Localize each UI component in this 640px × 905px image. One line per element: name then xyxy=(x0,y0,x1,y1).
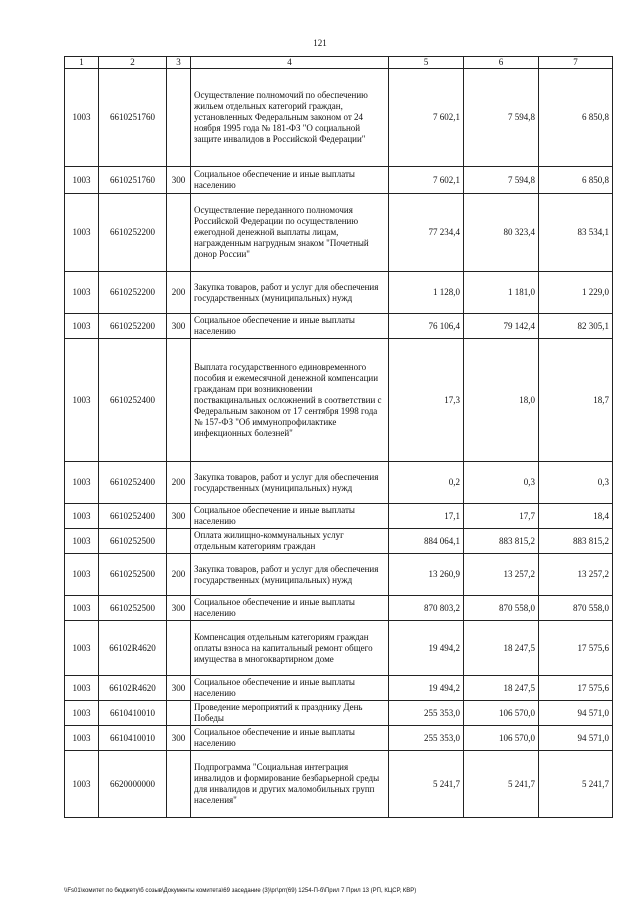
target-code-cell: 6610252400 xyxy=(99,339,167,462)
footer-file-path: \\Fs01\комитет по бюджету\б созыв\Документы комитета\69 заседание (3)\рг\prr(69) 1254-П-б\Прил 7 Прил 13 (РП, КЦСР, КВР) xyxy=(64,888,417,894)
amount-cell: 19 494,2 xyxy=(389,676,464,701)
expense-type-cell xyxy=(167,339,191,462)
amount-cell: 884 064,1 xyxy=(389,529,464,554)
section-code-cell: 1003 xyxy=(65,69,99,167)
expense-type-cell: 300 xyxy=(167,504,191,529)
name-cell: Социальное обеспечение и иные выплаты населению xyxy=(191,314,389,339)
target-code-cell: 6610252200 xyxy=(99,314,167,339)
table-row xyxy=(65,726,613,751)
section-code-cell: 1003 xyxy=(65,621,99,676)
table-row xyxy=(65,462,613,504)
table-row xyxy=(65,596,613,621)
amount-cell: 5 241,7 xyxy=(539,751,613,818)
amount-cell: 7 594,8 xyxy=(464,167,539,194)
amount-cell: 7 594,8 xyxy=(464,69,539,167)
amount-cell: 18 247,5 xyxy=(464,676,539,701)
name-cell: Социальное обеспечение и иные выплаты населению xyxy=(191,676,389,701)
name-cell: Социальное обеспечение и иные выплаты населению xyxy=(191,726,389,751)
table-row xyxy=(65,504,613,529)
table-row xyxy=(65,554,613,596)
expense-type-cell xyxy=(167,529,191,554)
name-cell: Компенсация отдельным категориям граждан оплаты взноса на капитальный ремонт общего имущества в многоквартирном доме xyxy=(191,621,389,676)
amount-cell: 17 575,6 xyxy=(539,621,613,676)
table-row xyxy=(65,751,613,818)
expense-type-cell xyxy=(167,701,191,726)
amount-cell: 870 558,0 xyxy=(539,596,613,621)
target-code-cell: 66102R4620 xyxy=(99,621,167,676)
column-header: 6 xyxy=(464,57,539,69)
table-row xyxy=(65,621,613,676)
target-code-cell: 6610410010 xyxy=(99,701,167,726)
amount-cell: 883 815,2 xyxy=(464,529,539,554)
amount-cell: 5 241,7 xyxy=(464,751,539,818)
table-row xyxy=(65,314,613,339)
section-code-cell: 1003 xyxy=(65,504,99,529)
target-code-cell: 66102R4620 xyxy=(99,676,167,701)
target-code-cell: 6610410010 xyxy=(99,726,167,751)
expense-type-cell: 300 xyxy=(167,726,191,751)
expense-type-cell: 300 xyxy=(167,676,191,701)
amount-cell: 13 260,9 xyxy=(389,554,464,596)
expense-type-cell: 200 xyxy=(167,462,191,504)
target-code-cell: 6610252500 xyxy=(99,529,167,554)
page-number: 121 xyxy=(313,38,327,48)
amount-cell: 13 257,2 xyxy=(464,554,539,596)
target-code-cell: 6620000000 xyxy=(99,751,167,818)
column-header: 4 xyxy=(191,57,389,69)
section-code-cell: 1003 xyxy=(65,751,99,818)
expense-type-cell xyxy=(167,69,191,167)
name-cell: Выплата государственного единовременного пособия и ежемесячной денежной компенсации гражданам при возникновении поствакцинальных осложнений в соответствии с Федеральным законом от 17 сентября 1998 года № 157-ФЗ "Об иммунопрофилактике инфекционных болезней" xyxy=(191,339,389,462)
amount-cell: 883 815,2 xyxy=(539,529,613,554)
name-cell: Закупка товаров, работ и услуг для обеспечения государственных (муниципальных) нужд xyxy=(191,462,389,504)
section-code-cell: 1003 xyxy=(65,676,99,701)
section-code-cell: 1003 xyxy=(65,596,99,621)
table-row xyxy=(65,167,613,194)
target-code-cell: 6610251760 xyxy=(99,69,167,167)
amount-cell: 94 571,0 xyxy=(539,726,613,751)
table-row xyxy=(65,676,613,701)
amount-cell: 5 241,7 xyxy=(389,751,464,818)
amount-cell: 19 494,2 xyxy=(389,621,464,676)
amount-cell: 870 803,2 xyxy=(389,596,464,621)
amount-cell: 13 257,2 xyxy=(539,554,613,596)
target-code-cell: 6610252500 xyxy=(99,596,167,621)
amount-cell: 0,3 xyxy=(539,462,613,504)
amount-cell: 6 850,8 xyxy=(539,69,613,167)
name-cell: Социальное обеспечение и иные выплаты населению xyxy=(191,504,389,529)
expense-type-cell xyxy=(167,751,191,818)
table-row xyxy=(65,194,613,272)
amount-cell: 7 602,1 xyxy=(389,167,464,194)
amount-cell: 255 353,0 xyxy=(389,726,464,751)
amount-cell: 18 247,5 xyxy=(464,621,539,676)
target-code-cell: 6610252500 xyxy=(99,554,167,596)
section-code-cell: 1003 xyxy=(65,314,99,339)
name-cell: Закупка товаров, работ и услуг для обеспечения государственных (муниципальных) нужд xyxy=(191,554,389,596)
name-cell: Социальное обеспечение и иные выплаты населению xyxy=(191,596,389,621)
target-code-cell: 6610252400 xyxy=(99,462,167,504)
amount-cell: 18,7 xyxy=(539,339,613,462)
expense-type-cell xyxy=(167,194,191,272)
amount-cell: 18,0 xyxy=(464,339,539,462)
amount-cell: 80 323,4 xyxy=(464,194,539,272)
expense-type-cell: 300 xyxy=(167,596,191,621)
target-code-cell: 6610251760 xyxy=(99,167,167,194)
amount-cell: 106 570,0 xyxy=(464,726,539,751)
name-cell: Оплата жилищно-коммунальных услуг отдельным категориям граждан xyxy=(191,529,389,554)
section-code-cell: 1003 xyxy=(65,194,99,272)
section-code-cell: 1003 xyxy=(65,339,99,462)
amount-cell: 17,7 xyxy=(464,504,539,529)
section-code-cell: 1003 xyxy=(65,272,99,314)
expense-type-cell: 300 xyxy=(167,167,191,194)
amount-cell: 82 305,1 xyxy=(539,314,613,339)
amount-cell: 7 602,1 xyxy=(389,69,464,167)
amount-cell: 1 229,0 xyxy=(539,272,613,314)
table-row xyxy=(65,701,613,726)
amount-cell: 870 558,0 xyxy=(464,596,539,621)
amount-cell: 255 353,0 xyxy=(389,701,464,726)
section-code-cell: 1003 xyxy=(65,554,99,596)
amount-cell: 17,3 xyxy=(389,339,464,462)
section-code-cell: 1003 xyxy=(65,529,99,554)
expense-type-cell: 200 xyxy=(167,554,191,596)
target-code-cell: 6610252200 xyxy=(99,194,167,272)
table-row xyxy=(65,69,613,167)
column-header: 2 xyxy=(99,57,167,69)
amount-cell: 79 142,4 xyxy=(464,314,539,339)
section-code-cell: 1003 xyxy=(65,701,99,726)
table-row xyxy=(65,272,613,314)
section-code-cell: 1003 xyxy=(65,167,99,194)
column-header: 1 xyxy=(65,57,99,69)
amount-cell: 17 575,6 xyxy=(539,676,613,701)
amount-cell: 17,1 xyxy=(389,504,464,529)
amount-cell: 77 234,4 xyxy=(389,194,464,272)
amount-cell: 18,4 xyxy=(539,504,613,529)
expense-type-cell: 300 xyxy=(167,314,191,339)
amount-cell: 76 106,4 xyxy=(389,314,464,339)
section-code-cell: 1003 xyxy=(65,726,99,751)
header-row xyxy=(65,57,613,69)
table-row xyxy=(65,339,613,462)
expense-type-cell: 200 xyxy=(167,272,191,314)
target-code-cell: 6610252200 xyxy=(99,272,167,314)
table-row xyxy=(65,529,613,554)
name-cell: Осуществление переданного полномочия Российской Федерации по осуществлению ежегодной денежной выплаты лицам, награжденным нагрудным знаком "Почетный донор России" xyxy=(191,194,389,272)
amount-cell: 1 181,0 xyxy=(464,272,539,314)
amount-cell: 106 570,0 xyxy=(464,701,539,726)
section-code-cell: 1003 xyxy=(65,462,99,504)
budget-table xyxy=(64,56,613,818)
amount-cell: 83 534,1 xyxy=(539,194,613,272)
name-cell: Проведение мероприятий к празднику День Победы xyxy=(191,701,389,726)
expense-type-cell xyxy=(167,621,191,676)
target-code-cell: 6610252400 xyxy=(99,504,167,529)
name-cell: Социальное обеспечение и иные выплаты населению xyxy=(191,167,389,194)
column-header: 5 xyxy=(389,57,464,69)
name-cell: Подпрограмма "Социальная интеграция инвалидов и формирование безбарьерной среды для инвалидов и других маломобильных групп населения" xyxy=(191,751,389,818)
amount-cell: 94 571,0 xyxy=(539,701,613,726)
amount-cell: 6 850,8 xyxy=(539,167,613,194)
column-header: 3 xyxy=(167,57,191,69)
amount-cell: 0,3 xyxy=(464,462,539,504)
column-header: 7 xyxy=(539,57,613,69)
amount-cell: 1 128,0 xyxy=(389,272,464,314)
name-cell: Закупка товаров, работ и услуг для обеспечения государственных (муниципальных) нужд xyxy=(191,272,389,314)
amount-cell: 0,2 xyxy=(389,462,464,504)
name-cell: Осуществление полномочий по обеспечению жильем отдельных категорий граждан, установленных Федеральным законом от 24 ноября 1995 года № 181-ФЗ "О социальной защите инвалидов в Российской Федерации" xyxy=(191,69,389,167)
